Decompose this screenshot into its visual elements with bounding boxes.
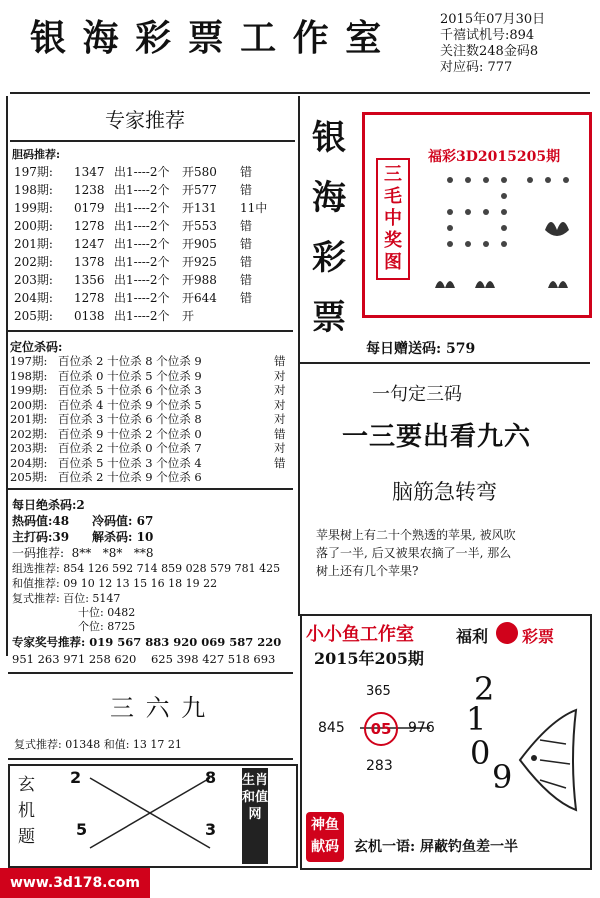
- expert-row-code: 1378: [74, 255, 105, 269]
- expert-row-result: 错: [240, 219, 253, 233]
- fish-brand-2: 彩票: [522, 627, 555, 646]
- expert-row-desc: 出1----2个: [114, 273, 170, 287]
- position-row-text: 百位杀 2 十位杀 8 个位杀 9: [58, 354, 202, 368]
- compound-recommend: 复式推荐: 百位: 5147: [12, 592, 121, 605]
- expert-title-underline: [10, 140, 295, 142]
- fish-seal: 神鱼献码: [306, 812, 344, 862]
- expert-row-open: 开905: [182, 237, 217, 251]
- position-row-result: 对: [274, 412, 286, 426]
- fish-bottom-code: 283: [366, 758, 393, 774]
- prize-recommend-2: 951 263 971 258 620 625 398 427 518 693: [12, 652, 276, 666]
- position-title: 定位杀码:: [10, 340, 63, 354]
- expert-row-open: 开131: [182, 201, 217, 215]
- position-row-result: 对: [274, 441, 286, 455]
- fish-phrase: 玄机一语: 屏蔽钓鱼差一半: [354, 839, 519, 855]
- combo-recommend: 组选推荐: 854 126 592 714 859 028 579 781 425: [12, 562, 281, 575]
- expert-row-result: 错: [240, 165, 253, 179]
- fish-big-digit-1: 2: [474, 670, 495, 708]
- xuanji-num-br: 3: [205, 820, 217, 839]
- expert-row-code: 0138: [74, 309, 105, 323]
- prize-card-digit-art: [420, 170, 580, 300]
- expert-row-desc: 出1----2个: [114, 255, 170, 269]
- position-row-text: 百位杀 0 十位杀 5 个位杀 9: [58, 368, 202, 383]
- expert-title: 专家推荐: [105, 108, 185, 132]
- three69-label: 三 六 九: [110, 694, 208, 722]
- expert-bottom-line: [8, 330, 293, 332]
- sum-recommend: 和值推荐: 09 10 12 13 15 16 18 19 22: [12, 577, 218, 590]
- page-title: 银 海 彩 票 工 作 室: [30, 17, 384, 59]
- expert-row-desc: 出1----2个: [114, 201, 170, 215]
- expert-row-open: 开925: [182, 255, 217, 269]
- fish-brand: 福利: [456, 627, 489, 646]
- xuanji-label: 玄机题: [18, 775, 35, 847]
- fish-big-digit-3: 0: [470, 734, 491, 772]
- fish-left-code: 845: [318, 720, 345, 736]
- position-row-text: 百位杀 5 十位杀 3 个位杀 4: [58, 455, 202, 470]
- position-row-text: 百位杀 2 十位杀 9 个位杀 6: [58, 470, 202, 484]
- riddle-title: 一句定三码: [372, 384, 462, 405]
- expert-row-result: 错: [240, 255, 253, 269]
- position-row-period: 205期:: [10, 470, 48, 484]
- position-row-result: 对: [274, 397, 286, 412]
- expert-row-period: 198期:: [14, 183, 53, 197]
- expert-row-period: 200期:: [14, 219, 53, 233]
- fish-center-code: 05: [364, 712, 398, 746]
- expert-row-result: 11中: [240, 201, 268, 215]
- expert-row-code: 1347: [74, 165, 105, 179]
- one-code: 一码推荐: 8** *8* **8: [12, 546, 154, 560]
- expert-row-open: 开988: [182, 273, 217, 287]
- brain-text-3: 树上还有几个苹果?: [316, 564, 419, 578]
- expert-row-open: 开644: [182, 291, 217, 305]
- position-row-result: 对: [274, 383, 286, 397]
- position-row-period: 199期:: [10, 383, 48, 397]
- expert-row-desc: 出1----2个: [114, 183, 170, 197]
- prize-card-side: 三毛中奖图: [376, 158, 410, 280]
- brain-text-2: 落了一半, 后又被果农摘了一半, 那么: [316, 546, 512, 560]
- fish-top-code: 365: [366, 684, 391, 699]
- position-row-text: 百位杀 4 十位杀 9 个位杀 5: [58, 397, 202, 412]
- three69-compound: 复式推荐: 01348 和值: 13 17 21: [14, 738, 182, 751]
- position-row-period: 204期:: [10, 455, 48, 470]
- xuanji-side-badge: 生肖和值网: [242, 768, 268, 864]
- expert-row-period: 201期:: [14, 237, 53, 251]
- expert-row-period: 205期:: [14, 309, 53, 323]
- solve-code: 解杀码: 10: [92, 530, 154, 544]
- position-row-period: 197期:: [10, 354, 48, 368]
- position-row-period: 200期:: [10, 397, 48, 412]
- expert-row-period: 203期:: [14, 273, 53, 287]
- stats-bottom-line: [8, 672, 293, 674]
- daily-gift-code: 每日赠送码: 579: [366, 341, 476, 357]
- position-row-period: 198期:: [10, 368, 48, 383]
- expert-row-result: 错: [240, 291, 253, 305]
- prize-recommend-1: 专家奖号推荐: 019 567 883 920 069 587 220: [12, 635, 282, 649]
- three69-bottom-line: [8, 758, 293, 760]
- header-attention: 关注数248金码8: [440, 44, 539, 59]
- expert-row-period: 202期:: [14, 255, 53, 269]
- expert-row-result: 错: [240, 183, 253, 197]
- expert-row-code: 1278: [74, 219, 105, 233]
- expert-row-code: 1238: [74, 183, 105, 197]
- expert-row-open: 开553: [182, 219, 217, 233]
- expert-row-desc: 出1----2个: [114, 309, 170, 323]
- position-bottom-line: [8, 488, 293, 490]
- left-border: [6, 96, 8, 656]
- position-row-period: 203期:: [10, 441, 48, 455]
- right-mid-line: [300, 362, 590, 364]
- fish-period: 2015年205期: [314, 649, 424, 668]
- header-date: 2015年07月30日: [440, 12, 546, 27]
- hot-code: 热码值:48: [12, 514, 70, 528]
- expert-row-result: 错: [240, 273, 253, 287]
- position-row-text: 百位杀 3 十位杀 6 个位杀 8: [58, 412, 202, 426]
- expert-row-code: 1356: [74, 273, 105, 287]
- expert-row-code: 0179: [74, 201, 105, 215]
- expert-subtitle: 胆码推荐:: [12, 148, 61, 161]
- position-row-period: 201期:: [10, 412, 48, 426]
- expert-row-desc: 出1----2个: [114, 237, 170, 251]
- expert-row-code: 1278: [74, 291, 105, 305]
- header-divider: [10, 92, 590, 94]
- expert-row-open: 开577: [182, 183, 217, 197]
- fish-big-digit-4: 9: [492, 758, 513, 796]
- position-row-result: 错: [274, 426, 286, 441]
- expert-row-open: 开580: [182, 165, 217, 179]
- fish-icon: [510, 700, 590, 830]
- xuanji-num-tr: 8: [205, 768, 217, 787]
- expert-row-result: 错: [240, 237, 253, 251]
- xuanji-num-tl: 2: [70, 768, 82, 787]
- position-row-text: 百位杀 5 十位杀 6 个位杀 3: [58, 383, 202, 397]
- position-row-result: 错: [274, 354, 286, 368]
- expert-row-desc: 出1----2个: [114, 165, 170, 179]
- expert-row-code: 1247: [74, 237, 105, 251]
- brain-text-1: 苹果树上有二十个熟透的苹果, 被风吹: [316, 528, 516, 542]
- position-row-result: 对: [274, 368, 286, 383]
- main-code: 主打码:39: [12, 530, 70, 544]
- brain-title: 脑筋急转弯: [392, 480, 497, 504]
- vertical-title: 银海彩票: [312, 118, 346, 338]
- prize-card-title: 福彩3D2015205期: [428, 149, 561, 165]
- expert-row-desc: 出1----2个: [114, 291, 170, 305]
- expert-row-period: 199期:: [14, 201, 53, 215]
- header-trial-number: 千禧试机号:894: [440, 28, 535, 43]
- position-row-text: 百位杀 2 十位杀 0 个位杀 7: [58, 441, 202, 455]
- expert-row-desc: 出1----2个: [114, 219, 170, 233]
- position-row-period: 202期:: [10, 426, 48, 441]
- daily-kill: 每日绝杀码:2: [12, 498, 85, 512]
- lottery-logo-icon: [496, 622, 518, 644]
- fish-right-code: 976: [408, 720, 435, 736]
- footer-url[interactable]: www.3d178.com: [0, 868, 150, 898]
- right-divider: [298, 96, 300, 616]
- ten-position: 十位: 0482: [78, 606, 136, 619]
- fish-big-digit-2: 1: [466, 700, 487, 738]
- expert-row-period: 204期:: [14, 291, 53, 305]
- position-row-result: 错: [274, 455, 286, 470]
- unit-position: 个位: 8725: [78, 620, 136, 633]
- expert-row-period: 197期:: [14, 165, 53, 179]
- position-row-text: 百位杀 9 十位杀 2 个位杀 0: [58, 426, 202, 441]
- header-match-code: 对应码: 777: [440, 60, 513, 75]
- fish-studio-title: 小小鱼工作室: [306, 624, 414, 645]
- cold-code: 冷码值: 67: [92, 514, 154, 528]
- riddle-answer: 一三要出看九六: [342, 422, 532, 452]
- xuanji-num-bl: 5: [76, 820, 88, 839]
- expert-row-open: 开: [182, 309, 195, 323]
